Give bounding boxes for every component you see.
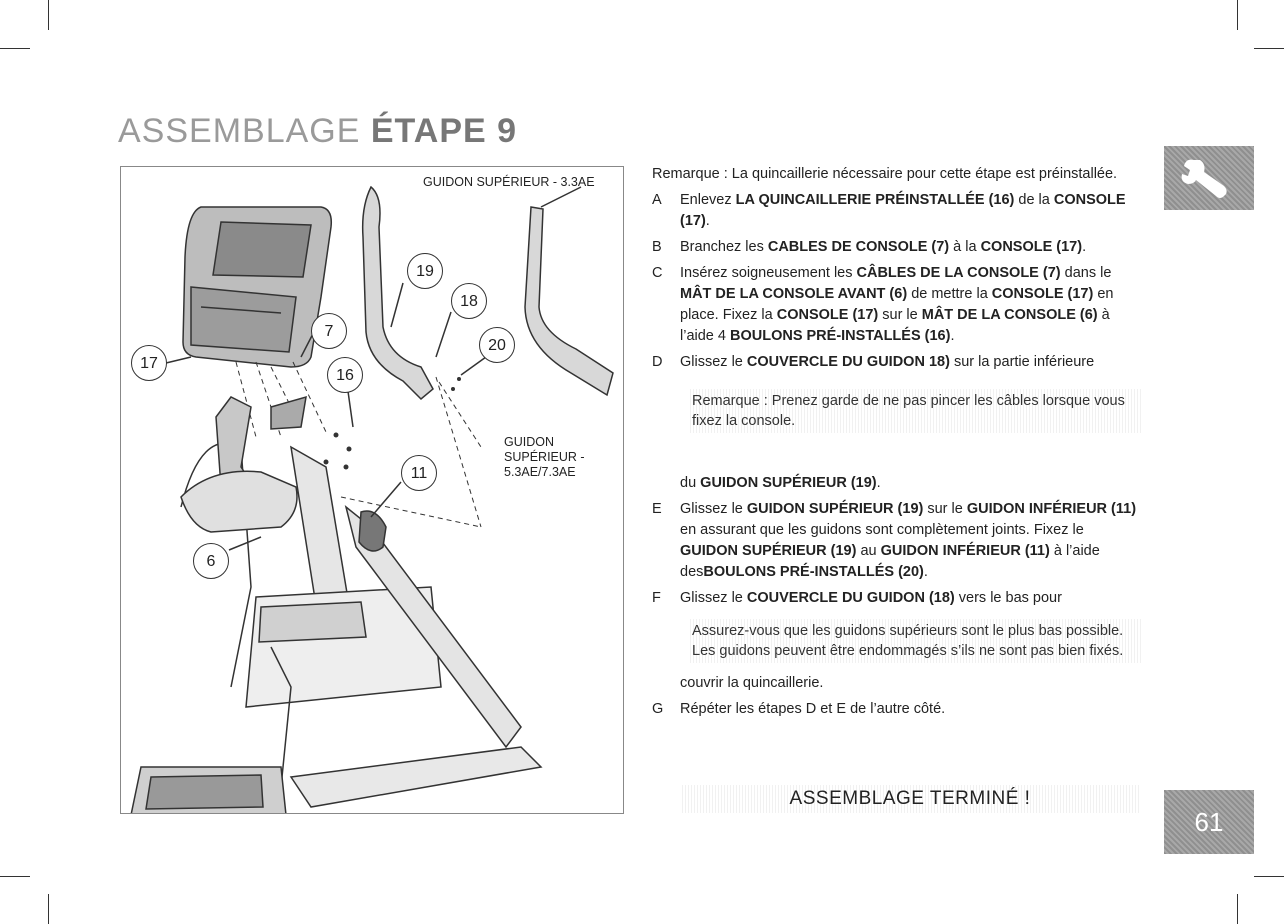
page-title: ASSEMBLAGE ÉTAPE 9 bbox=[118, 112, 518, 150]
callout-7: 7 bbox=[311, 313, 347, 349]
callout-20: 20 bbox=[479, 327, 515, 363]
note-handlebars: Assurez-vous que les guidons supérieurs sont le plus bas possible. Les guidons peuvent être endommagés s’ils ne sont pas bien fixés. bbox=[688, 619, 1142, 663]
crop-mark bbox=[0, 876, 30, 877]
crop-mark bbox=[48, 894, 49, 924]
assembly-diagram bbox=[120, 166, 624, 814]
note-cables: Remarque : Prenez garde de ne pas pincer les câbles lorsque vous fixez la console. bbox=[688, 389, 1142, 433]
label-upper-handlebar: GUIDON SUPÉRIEUR - 3.3AE bbox=[423, 175, 595, 189]
step-d: D Glissez le COUVERCLE DU GUIDON 18) sur la partie inférieure bbox=[652, 354, 1095, 370]
step-g: G Répéter les étapes D et E de l’autre côté. bbox=[652, 701, 946, 717]
step-f-continued: couvrir la quincaillerie. bbox=[680, 675, 824, 691]
crop-mark bbox=[1237, 0, 1238, 30]
assembly-drawing bbox=[121, 167, 624, 814]
step-e: E Glissez le GUIDON SUPÉRIEUR (19) sur le GUIDON INFÉRIEUR (11) en assurant que les guidons sont complètement joints. Fixez le GUIDON SUPÉRIEUR (19) au GUIDON INFÉRIEUR (11) à l’aide desBOULONS PRÉ-INSTALLÉS (20). bbox=[652, 501, 1137, 580]
callout-6: 6 bbox=[193, 543, 229, 579]
callout-19: 19 bbox=[407, 253, 443, 289]
crop-mark bbox=[1237, 894, 1238, 924]
instructions bbox=[652, 164, 1142, 720]
page-number: 61 bbox=[1164, 790, 1254, 854]
callout-11: 11 bbox=[401, 455, 437, 491]
crop-mark bbox=[48, 0, 49, 30]
crop-mark bbox=[1254, 876, 1284, 877]
step-c: C Insérez soigneusement les CÂBLES DE LA CONSOLE (7) dans le MÂT DE LA CONSOLE AVANT (6) de mettre la CONSOLE (17) en place. Fixez la CONSOLE (17) sur le MÂT DE LA CONSOLE (6) à l’aide 4 BOULONS PRÉ-INSTALLÉS (16). bbox=[652, 265, 1114, 344]
intro-note: Remarque : La quincaillerie nécessaire pour cette étape est préinstallée. bbox=[652, 166, 1118, 182]
step-a: A Enlevez LA QUINCAILLERIE PRÉINSTALLÉE (16) de la CONSOLE (17). bbox=[652, 192, 1126, 229]
label-upper-handlebar-models: GUIDON SUPÉRIEUR - 5.3AE/7.3AE bbox=[504, 435, 585, 479]
step-f: F Glissez le COUVERCLE DU GUIDON (18) vers le bas pour bbox=[652, 590, 1062, 606]
callout-16: 16 bbox=[327, 357, 363, 393]
assembly-complete-banner: ASSEMBLAGE TERMINÉ ! bbox=[680, 785, 1140, 813]
wrench-icon bbox=[1164, 146, 1254, 210]
callout-17: 17 bbox=[131, 345, 167, 381]
crop-mark bbox=[0, 48, 30, 49]
crop-mark bbox=[1254, 48, 1284, 49]
step-d-continued: du GUIDON SUPÉRIEUR (19). bbox=[680, 475, 881, 491]
tool-tab bbox=[1164, 146, 1254, 210]
step-b: B Branchez les CABLES DE CONSOLE (7) à la CONSOLE (17). bbox=[652, 239, 1087, 255]
callout-18: 18 bbox=[451, 283, 487, 319]
